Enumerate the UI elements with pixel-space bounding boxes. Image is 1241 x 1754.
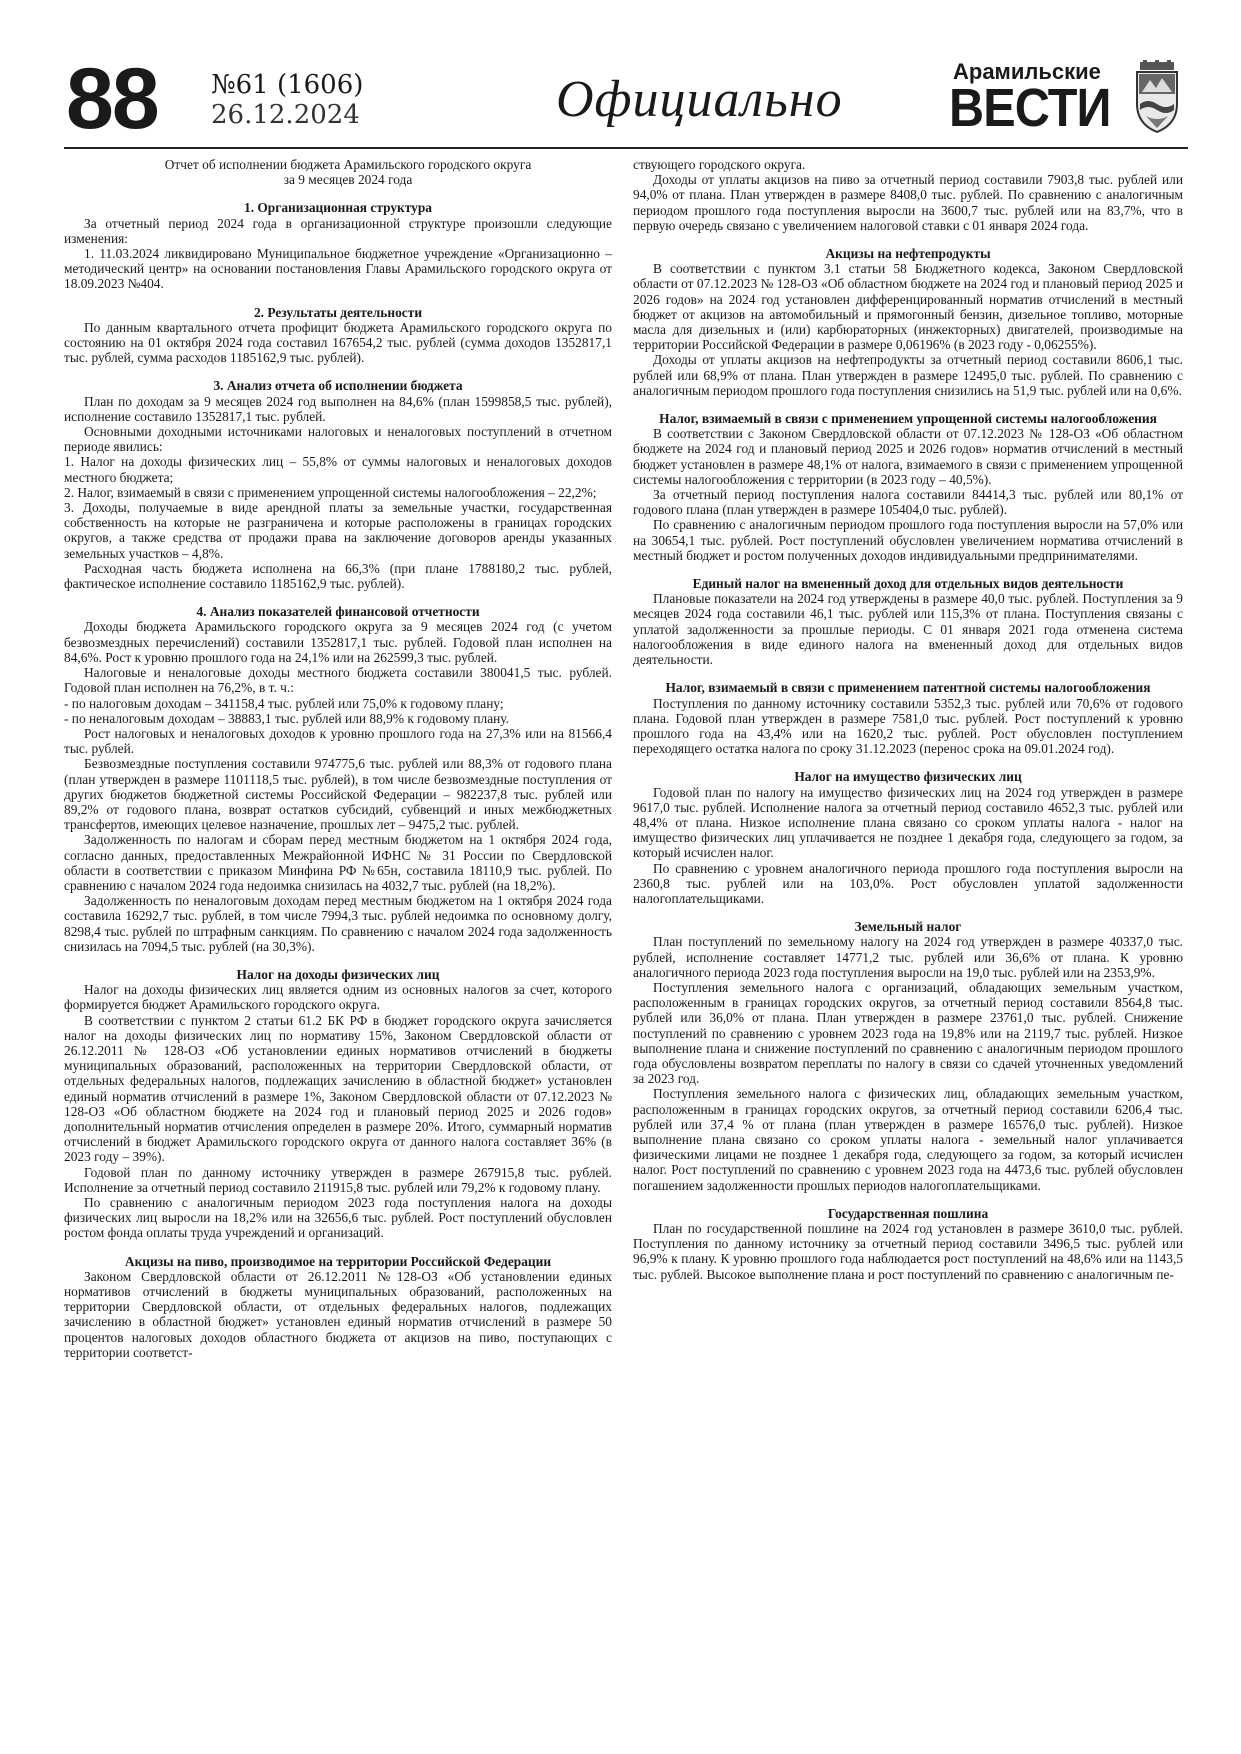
paragraph: Поступления земельного налога с физических лиц, обладающих земельным участком, расположенным в границах городских округов, за отчетный период составили 6206,4 тыс. рублей или 37,4 % от плана (план утвержден в размере 16576,0 тыс. рублей). Низкое выполнение плана связано со сроком уплаты налога - земельный налог уплачивается физическими лицами не позднее 1 декабря года, следующего за годом, за который исчислен налог. Рост поступлений по сравнению с уровнем 2023 года на 4473,6 тыс. рублей обусловлен погашением задолженности прошлых периодов налогоплательщиками.	[633, 1086, 1183, 1193]
paragraph: Доходы бюджета Арамильского городского округа за 9 месяцев 2024 год (с учетом безвозмездных перечислений) составили 1352817,1 тыс. рублей. Годовой план исполнен на 84,6%. Рост к уровню прошлого года на 24,1% или на 262599,3 тыс. рублей.	[64, 619, 612, 665]
heading-imputed-tax: Единый налог на вмененный доход для отдельных видов деятельности	[692, 576, 1124, 592]
heading-patent-tax: Налог, взимаемый в связи с применением патентной системы налогообложения	[665, 680, 1151, 696]
paragraph: Безвозмездные поступления составили 974775,6 тыс. рублей или 88,3% от годового плана (план утвержден в размере 1101118,5 тыс. рублей), в том числе безвозмездные поступления от других бюджетов бюджетной системы Российской Федерации – 982237,8 тыс. рублей или 89,2% от годового плана, возврат остатков субсидий, субвенций и иных межбюджетных трансфертов, имеющих целевое назначение, прошлых лет – 9475,2 тыс. рублей.	[64, 756, 612, 833]
masthead	[64, 50, 1189, 150]
brand-name-top: Арамильские	[953, 59, 1101, 84]
heading-org-structure: 1. Организационная структура	[244, 200, 432, 216]
paragraph: Плановые показатели на 2024 год утверждены в размере 40,0 тыс. рублей. Поступления за 9 месяцев 2024 года составили 46,1 тыс. рублей или 115,3% от плана. Поступления связаны с уплатой задолженности за прошлые периоды. С 01 января 2021 года отменена система налогообложения в виде единого налога на вмененный доход для отдельных видов деятельности.	[633, 591, 1183, 668]
list-item: 2. Налог, взимаемый в связи с применением упрощенной системы налогообложения – 22,2%;	[64, 484, 597, 500]
paragraph: Годовой план по налогу на имущество физических лиц на 2024 год утвержден в размере 9617,0 тыс. рублей. Исполнение налога за отчетный период составило 4652,3 тыс. рублей или 48,4% от плана. Низкое исполнение плана связано со сроком уплаты налога - налог на имущество физических лиц уплачивается не позднее 1 декабря года, следующего за годом, за который исчислен налог.	[633, 784, 1183, 861]
paragraph: По данным квартального отчета профицит бюджета Арамильского городского округа по состоянию на 01 октября 2024 года составил 167654,2 тыс. рублей (сумма доходов 1352817,1 тыс. рублей, сумма расходов 1185162,9 тыс. рублей).	[64, 319, 612, 366]
heading-property-tax: Налог на имущество физических лиц	[794, 769, 1022, 785]
paragraph: Основными доходными источниками налоговых и неналоговых поступлений в отчетном периоде явились:	[64, 424, 612, 455]
paragraph: Расходная часть бюджета исполнена на 66,3% (при плане 1788180,2 тыс. рублей, фактическое исполнение составило 1185162,9 тыс. рублей).	[64, 560, 612, 592]
paragraph: За отчетный период поступления налога составили 84414,3 тыс. рублей или 80,1% от годового плана (план утвержден в размере 105404,0 тыс. рублей).	[633, 487, 1183, 518]
paragraph: За отчетный период 2024 года в организационной структуре произошли следующие изменения:	[64, 215, 612, 246]
paragraph: По сравнению с аналогичным периодом прошлого года поступления выросли на 57,0% или на 30654,1 тыс. рублей. Рост поступлений обусловлен увеличением норматива отчислений в местный бюджет и ростом полученных доходов индивидуальными предпринимателями.	[633, 517, 1183, 563]
paragraph: По сравнению с аналогичным периодом 2023 года поступления налога на доходы физических лиц выросли на 18,2% или на 32656,6 тыс. рублей. Рост поступлений обусловлен ростом фонда оплаты труда учреждений и организаций.	[64, 1195, 612, 1241]
report-subtitle: за 9 месяцев 2024 года	[283, 172, 413, 188]
paragraph: План по доходам за 9 месяцев 2024 год выполнен на 84,6% (план 1599858,5 тыс. рублей), исполнение составило 1352817,1 тыс. рублей.	[64, 393, 612, 424]
brand-name-bottom: ВЕСТИ	[949, 78, 1111, 138]
heading-simplified-tax: Налог, взимаемый в связи с применением упрощенной системы налогообложения	[659, 411, 1157, 427]
list-item: 1. Налог на доходы физических лиц – 55,8% от суммы налоговых и неналоговых доходов местного бюджета;	[64, 454, 612, 485]
paragraph: В соответствии с Законом Свердловской области от 07.12.2023 № 128-ОЗ «Об областном бюджете на 2024 год и плановый период 2025 и 2026 годов» норматив отчислений в местный бюджет установлен в размере 48,1% от налога, взимаемого в связи с применением упрощенной системы налогообложения с территории (в 2023 году – 40,5%).	[633, 426, 1183, 487]
left-column	[64, 157, 612, 1360]
header-divider	[64, 147, 1188, 149]
paragraph: По сравнению с уровнем аналогичного периода прошлого года поступления выросли на 2360,8 тыс. рублей или на 103,0%. Рост обусловлен уплатой задолженности налогоплательщиками.	[633, 860, 1183, 906]
paragraph: Годовой план по данному источнику утвержден в размере 267915,8 тыс. рублей. Исполнение за отчетный период составило 211915,8 тыс. рублей или 79,2% к годовому плану.	[64, 1164, 612, 1195]
right-column	[633, 157, 1183, 1282]
issue-number: №61 (1606)	[211, 70, 364, 100]
issue-date: 26.12.2024	[211, 100, 360, 130]
report-title: Отчет об исполнении бюджета Арамильского городского округа	[164, 157, 532, 172]
paragraph: Доходы от уплаты акцизов на пиво за отчетный период составили 7903,8 тыс. рублей или 94,0% от плана. План утвержден в размере 8408,0 тыс. рублей. По сравнению с аналогичным периодом прошлого года поступления выросли на 3600,7 тыс. рублей или на 83,7%, что в первую очередь связано с увеличением налоговой ставки с 01 января 2024 года.	[633, 172, 1183, 233]
heading-income-tax: Налог на доходы физических лиц	[236, 966, 440, 982]
paragraph: 1. 11.03.2024 ликвидировано Муниципальное бюджетное учреждение «Организационно – методический центр» на основании постановления Главы Арамильского городского округа от 18.09.2023 №404.	[64, 246, 612, 292]
section-title: Официально	[556, 71, 843, 128]
paragraph: В соответствии с пунктом 2 статьи 61.2 БК РФ в бюджет городского округа зачисляется налог на доходы физических лиц по нормативу 15%, Законом Свердловской области от 26.12.2011 № 128-ОЗ «Об установлении единых нормативов отчислений в бюджеты муниципальных образований, расположенных на территории Свердловской области, от отдельных федеральных налогов, подлежащих зачислению в областной бюджет» установлен единый норматив отчислений в размере 1%, Законом Свердловской области от 07.12.2023 № 128-ОЗ «Об областном бюджете на 2024 год и плановый период 2025 и 2026 годов» дополнительный норматив отчисления определен в размере 20%. Итого, суммарный норматив отчислений в бюджет Арамильского городского округа от данного налога составляет 36% (в 2023 году – 39%).	[64, 1012, 612, 1165]
paragraph: В соответствии с пунктом 3.1 статьи 58 Бюджетного кодекса, Законом Свердловской области от 07.12.2023 № 128-ОЗ «Об областном бюджете на 2024 год и плановый период 2025 и 2026 годов» на 2024 год установлен дифференцированный норматив отчислений в местный бюджет от акцизов на автомобильный и прямогонный бензин, дизельное топливо, моторные масла для дизельных и (или) карбюраторных (инжекторных) двигателей, производимые на территории Российской Федерации в размере 0,06196% (в 2023 году - 0,06255%).	[633, 261, 1183, 353]
coat-of-arms-icon	[1134, 60, 1180, 134]
paragraph: Задолженность по налогам и сборам перед местным бюджетом на 1 октября 2024 года, согласно данных, предоставленных Межрайонной ИФНС № 31 России по Свердловской области в соответствии с приказом Минфина РФ №65н, составила 18110,9 тыс. рублей. По сравнению с началом 2024 года недоимка снизилась на 4032,7 тыс. рублей (на 18,2%).	[64, 832, 612, 893]
heading-financial-indicators: 4. Анализ показателей финансовой отчетности	[196, 604, 480, 620]
paragraph: Поступления земельного налога с организаций, обладающих земельным участком, расположенным в границах городских округов, за отчетный период составили 8564,8 тыс. рублей или 36,0% от плана. План утвержден в размере 23761,0 тыс. рублей. Снижение поступлений по сравнению с уровнем 2023 года на 19,8% или на 2119,7 тыс. рублей. Низкое выполнение плана и снижение поступлений по сравнению с аналогичным периодом прошлого года обусловлены возвратом переплаты по налогу в связи со сдачей уточненных уведомлений за 2023 год.	[633, 979, 1183, 1087]
paragraph: План по государственной пошлине на 2024 год установлен в размере 3610,0 тыс. рублей. Поступления по данному источнику за отчетный период составили 3496,5 тыс. рублей или 96,9% к плану. К уровню прошлого года наблюдается рост поступлений на 48,6% или на 1143,5 тыс. рублей. Высокое выполнение плана и рост поступлений по сравнению с аналогичным пе-	[633, 1221, 1183, 1282]
paragraph: Налоговые и неналоговые доходы местного бюджета составили 380041,5 тыс. рублей. Годовой план исполнен на 76,2%, в т. ч.:	[64, 665, 612, 696]
heading-results: 2. Результаты деятельности	[253, 304, 423, 320]
heading-oil-excise: Акцизы на нефтепродукты	[825, 246, 991, 262]
list-item: 3. Доходы, получаемые в виде арендной платы за земельные участки, государственная собственность на которые не разграничена и которые расположены в границах городских округов, а также средства от продажи права на заключение договоров аренды указанных земельных участков – 4,8%.	[64, 500, 612, 561]
paragraph: Законом Свердловской области от 26.12.2011 №128-ОЗ «Об установлении единых нормативов отчислений в бюджеты муниципальных образований, расположенных на территории Свердловской области, от отдельных федеральных налогов, подлежащих зачислению в областной бюджет» установлен единый норматив отчислений в размере 50 процентов налоговых доходов областного бюджета от акцизов на пиво, поступающих с территории соответст-	[64, 1268, 612, 1360]
heading-land-tax: Земельный налог	[854, 919, 962, 935]
paragraph: Рост налоговых и неналоговых доходов к уровню прошлого года на 27,3% или на 81566,4 тыс. рублей.	[64, 725, 612, 757]
paragraph: ствующего городского округа.	[633, 157, 806, 172]
heading-state-duty: Государственная пошлина	[827, 1205, 989, 1221]
paragraph: План поступлений по земельному налогу на 2024 год утвержден в размере 40337,0 тыс. рублей, исполнение составляет 14771,2 тыс. рублей или 36,6% от плана. К уровню аналогичного периода 2023 года поступления выросли на 19,0 тыс. рублей или на 2353,9%.	[633, 934, 1183, 980]
paragraph: Доходы от уплаты акцизов на нефтепродукты за отчетный период составили 8606,1 тыс. рублей или 68,9% от плана. План утвержден в размере 12495,0 тыс. рублей. По сравнению с аналогичным периодом прошлого года поступления снизились на 51,9 тыс. рублей или на 0,6%.	[633, 352, 1183, 398]
heading-budget-analysis: 3. Анализ отчета об исполнении бюджета	[213, 378, 463, 394]
page-number: 88	[66, 51, 158, 147]
paragraph: Поступления по данному источнику составили 5352,3 тыс. рублей или 70,6% от годового плана. Годовой план утвержден в размере 7581,0 тыс. рублей. Рост поступлений к уровню прошлого года на 43,4% или на 1620,2 тыс. рублей. Рост обусловлен поступлением переходящего остатка налога по сроку 31.12.2023 (перенос срока на 09.01.2024 год).	[633, 695, 1183, 757]
list-item: - по налоговым доходам – 341158,4 тыс. рублей или 75,0% к годовому плану;	[64, 695, 504, 711]
heading-beer-excise: Акцизы на пиво, производимое на территории Российской Федерации	[124, 1253, 552, 1269]
paragraph: Задолженность по неналоговым доходам перед местным бюджетом на 1 октября 2024 года составила 16292,7 тыс. рублей, в том числе 7994,3 тыс. рублей недоимка по основному долгу, 8298,4 тыс. рублей по штрафным санкциям. По сравнению с началом 2024 года задолженность снизилась на 7094,5 тыс. рублей (на 30,3%).	[64, 893, 612, 954]
list-item: - по неналоговым доходам – 38883,1 тыс. рублей или 88,9% к годовому плану.	[64, 710, 509, 726]
paragraph: Налог на доходы физических лиц является одним из основных налогов за счет, которого формируется бюджет Арамильского городского округа.	[64, 982, 612, 1013]
